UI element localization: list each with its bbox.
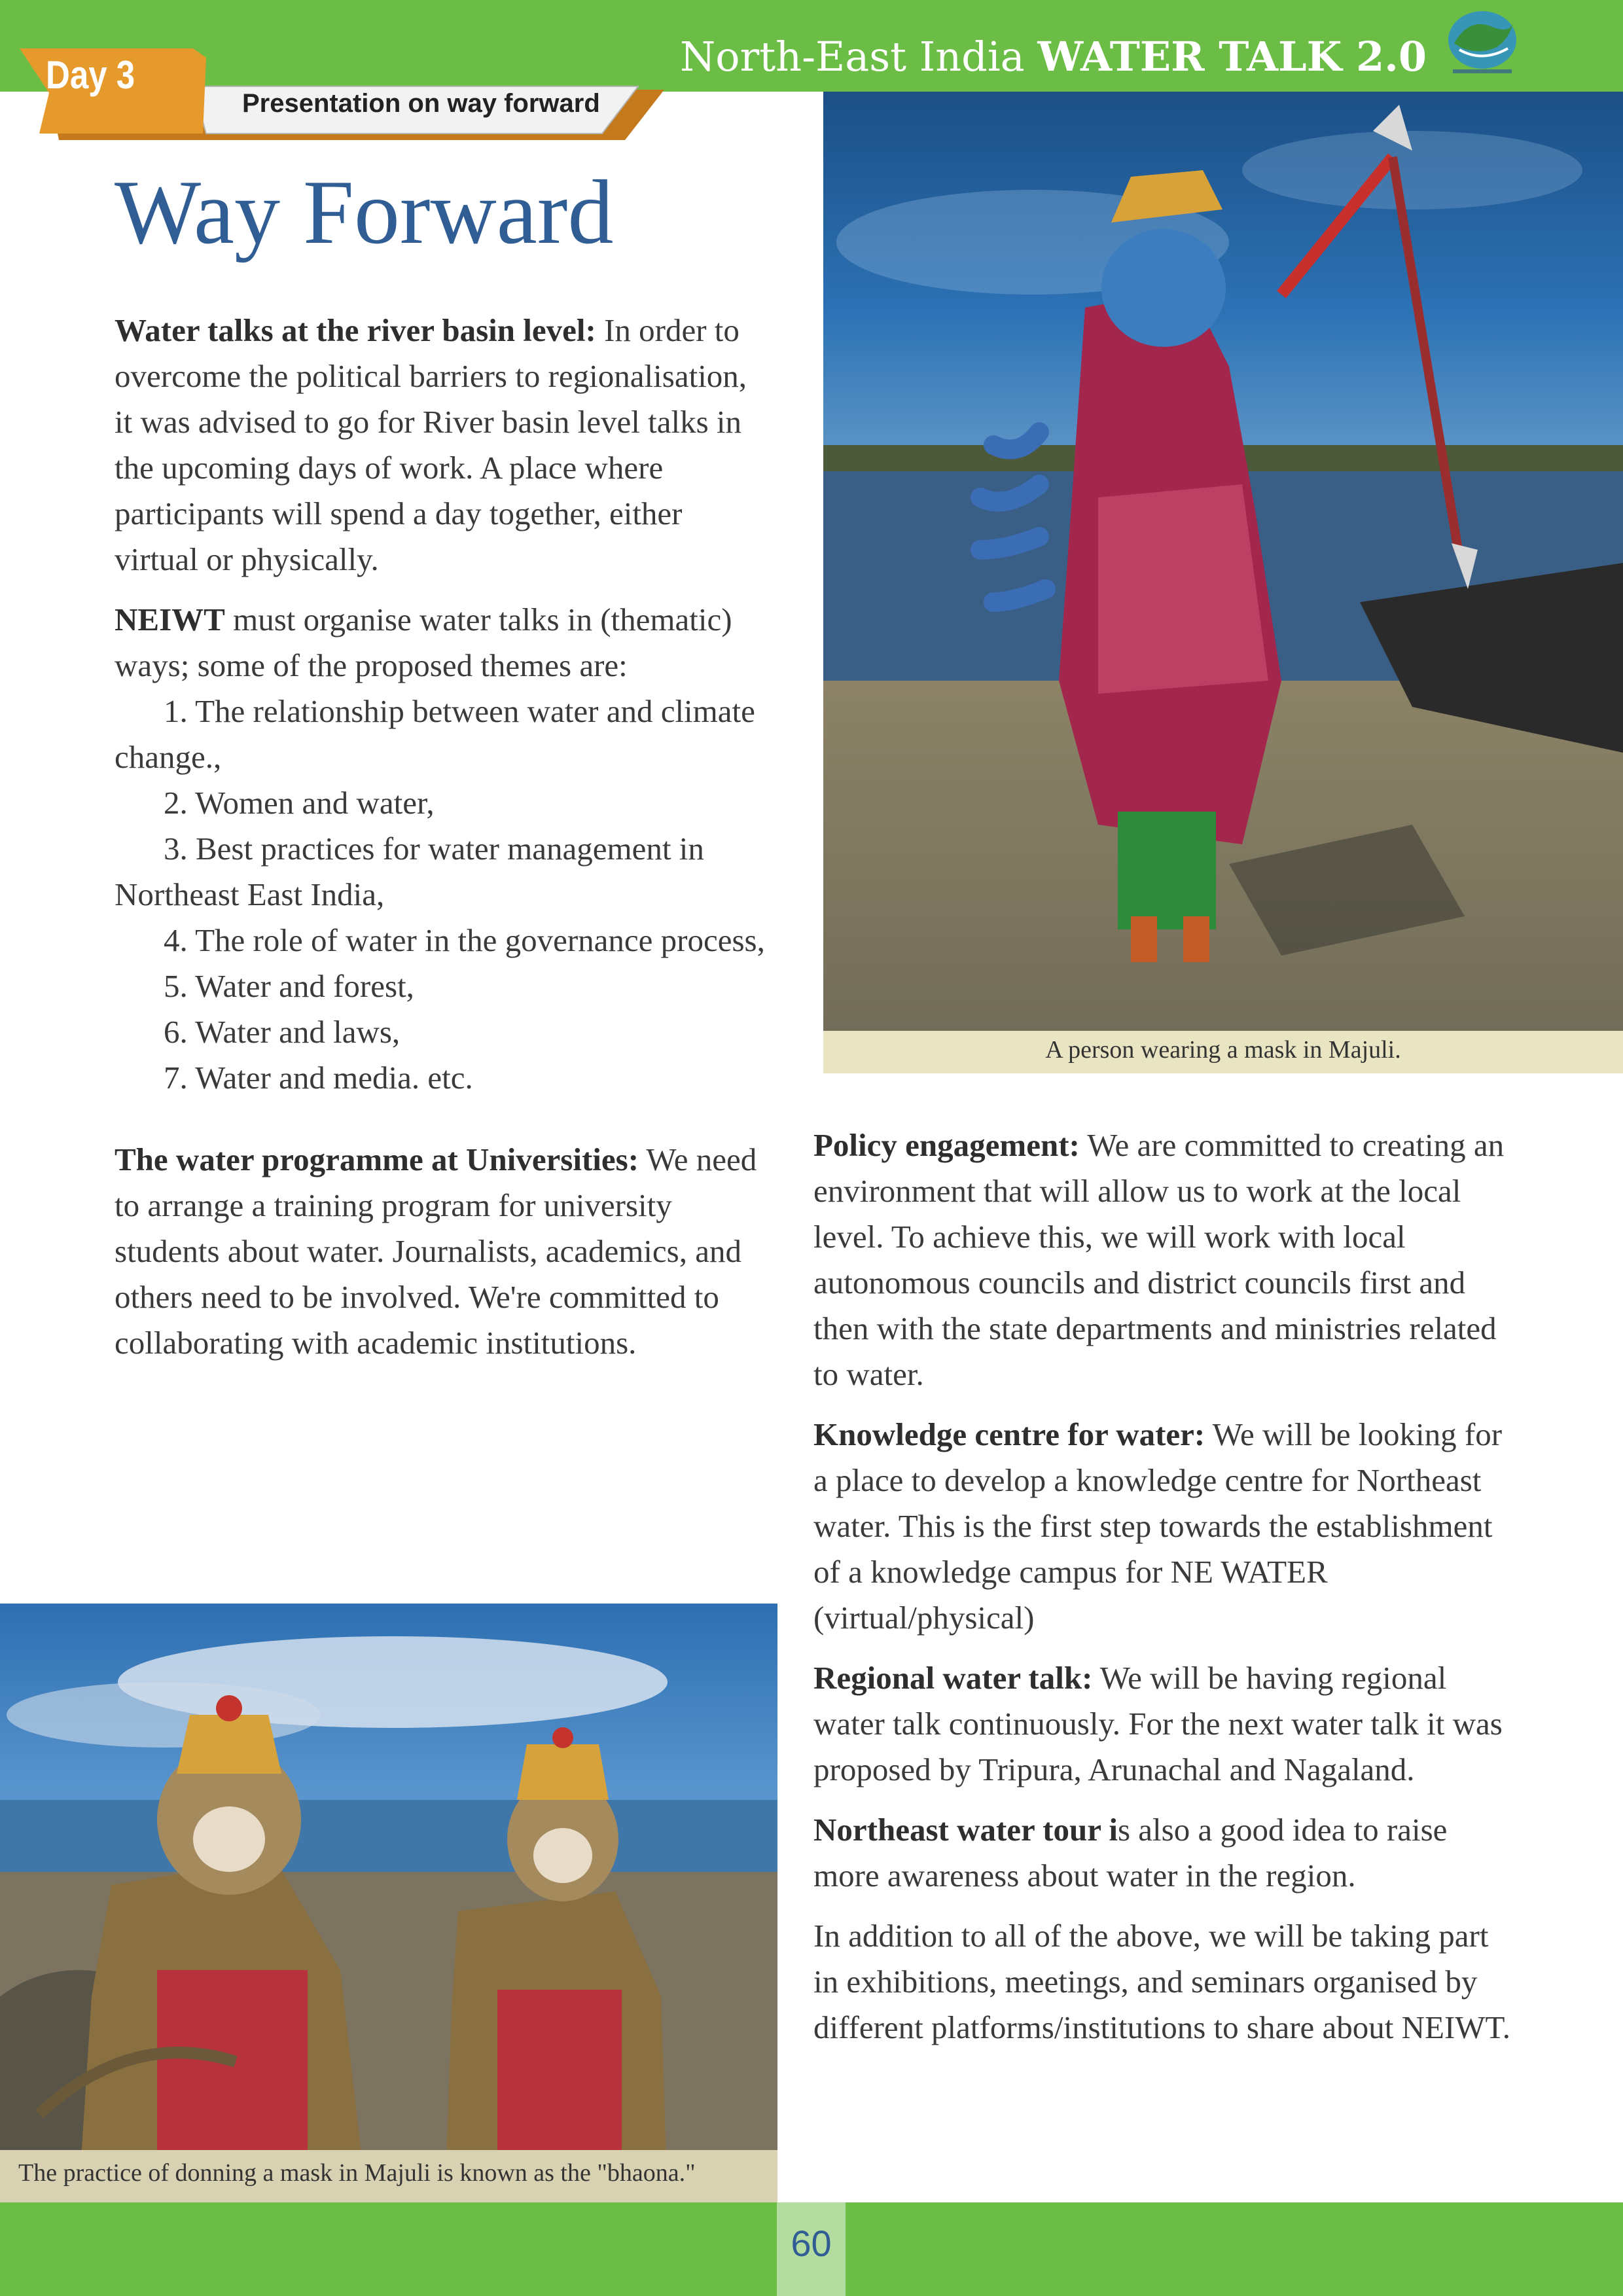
list-item: 3. Best practices for water management in Northeast East India, [115,831,704,912]
paragraph-heading: The water programme at Universities: [115,1141,639,1177]
spacer [115,1101,769,1137]
header-title-strong: WATER TALK 2.0 [1037,33,1427,81]
left-column [115,308,769,1380]
right-column [813,1122,1514,2065]
page-title: Way Forward [115,162,614,263]
paragraph-knowledge-centre [813,1412,1514,1641]
paragraph-text: We will be looking for a place to develop a knowledge centre for Northeast water. This is the first step towards the establishment of a knowledge campus for NE WATER (virtual/physical) [813,1416,1503,1636]
paragraph-neiwt [115,597,769,689]
paragraph-text: We will be having regional water talk continuously. For the next water talk it was proposed by Tripura, Arunachal and Nagaland. [813,1660,1503,1787]
photo-bhaona-performers [0,1604,777,2202]
list-item: 5. Water and forest, [164,968,414,1004]
paragraph-text: We need to arrange a training program for university students about water. Journalists, academics, and others need to be involved. We're committed to collaborating with academic institutions. [115,1141,757,1361]
paragraph-text: We are committed to creating an environment that will allow us to work at the local level. To achieve this, we will work with local autonomous councils and district councils first and then with the state departments and ministries related to water. [813,1127,1505,1392]
paragraph-text: In order to overcome the political barriers to regionalisation, it was advised to go for River basin level talks in the upcoming days of work. A place where participants will spend a day together, either virtual or physically. [115,312,747,577]
photo-caption-top: A person wearing a mask in Majuli. [1045,1036,1401,1064]
paragraph-text: must organise water talks in (thematic) ways; some of the proposed themes are: [115,601,732,683]
header-region: North-East India [680,33,1025,81]
list-item: 6. Water and laws, [164,1014,401,1050]
list-item: 4. The role of water in the governance process, [164,922,765,958]
photo-caption-bottom: The practice of donning a mask in Majuli is known as the "bhaona." [18,2159,696,2187]
header-title [680,33,1427,81]
paragraph-heading: Policy engagement: [813,1127,1080,1163]
paragraph-heading: Regional water talk: [813,1660,1093,1696]
photo-mask-majuli [823,92,1623,1073]
page-number: 60 [791,2223,832,2264]
paragraph-water-tour [813,1807,1514,1899]
paragraph-closing: In addition to all of the above, we will be taking part in exhibitions, meetings, and seminars organised by different platforms/institutions to share about NEIWT. [813,1918,1511,2045]
day-subtitle: Presentation on way forward [242,89,600,118]
paragraph-heading: Knowledge centre for water: [813,1416,1205,1452]
paragraph-river-basin [115,308,769,583]
themes-list [115,689,769,1101]
paragraph-regional-talk [813,1655,1514,1793]
list-item: 1. The relationship between water and climate change., [115,693,755,775]
paragraph-heading: Northeast water tour i [813,1812,1118,1848]
list-item: 7. Water and media. etc. [164,1060,473,1096]
paragraph-policy [813,1122,1514,1397]
paragraph-heading: NEIWT [115,601,225,637]
paragraph-universities [115,1137,769,1366]
day-label: Day 3 [46,53,135,97]
logo-icon [1440,4,1525,82]
paragraph-text: s also a good idea to raise more awareness about water in the region. [813,1812,1448,1893]
list-item: 2. Women and water, [164,785,435,821]
paragraph-heading: Water talks at the river basin level: [115,312,596,348]
